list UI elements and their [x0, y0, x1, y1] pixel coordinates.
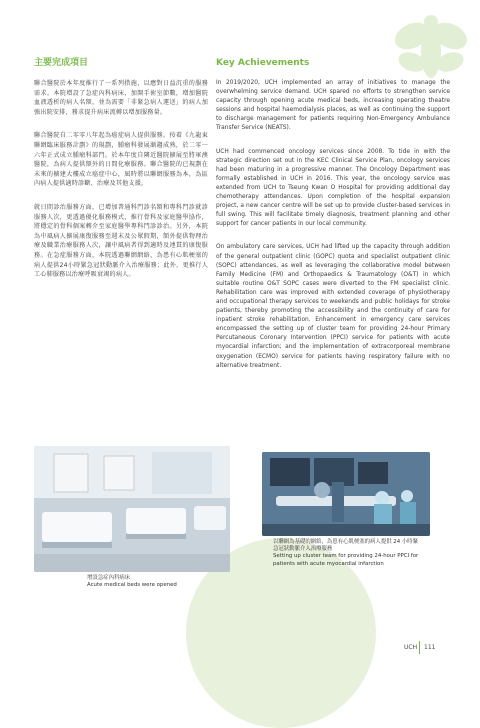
zh-section-heading: 主要完成項目: [34, 58, 89, 68]
ward-caption-en: Acute medical beds were opened: [87, 582, 177, 589]
ward-caption-zh: 增設急症內科病床: [87, 575, 131, 581]
cath-caption-zh: 以聯網為基礎的網絡，為患有心肌梗塞的病人提供 24 小時緊急冠狀動脈介入治療服務: [273, 539, 419, 553]
cath-caption-en: Setting up cluster team for providing 24-hour PPCI for patients with acute myocardial infarction: [273, 553, 419, 567]
zh-paragraph: 就日間診治服務方面，已增加普通科門診名額和專科門診就診服務人次，更透過優化服務模式，推行骨科及家庭醫學協作，將穩定的骨科個案轉介至家庭醫學專科門診診治。另外，本院為中風病人擴展康復服務至週末及公眾假期，額外提供物理治療及職業治療服務人次，讓中風病者得到適時及連貫的康復服務。在急症服務方面，本院透過聯網網絡，為患有心肌梗塞的病人提供24小時緊急冠狀動脈介入治療服務；此外，更推行人工心肺服務以治療呼吸衰竭的病人。: [34, 203, 208, 279]
cath-lab-photo: [262, 452, 430, 536]
zh-paragraph: 聯合醫院於本年度推行了一系列措施，以應對日益沉重的服務需求。本院增設了急症內科病床，加開手術室節數，增加醫院血液透析的病人名額，並為需要「非緊急病人運送」的病人加強出院安排，務求提升病床流轉以增加服務量。: [34, 80, 208, 116]
ward-photo-caption: [87, 575, 207, 589]
english-column: [216, 58, 450, 385]
ward-photo: [34, 446, 230, 572]
chinese-column: [34, 58, 208, 294]
en-section-heading: Key Achievements: [216, 58, 310, 68]
page-number: 111: [424, 644, 436, 651]
en-paragraph: UCH had commenced oncology services since 2008. To tide in with the strategic direction set out in the KEC Clinical Service Plan, oncology services had been maturing in a progressive manner. The Oncology Department was formally established in UCH in 2016. This year, the oncology service was extended from UCH to Tseung Kwan O Hospital for providing additional day chemotherapy attendances. Upon completion of the hospital expansion project, a new cancer centre will be set up to provide cluster-based services in full swing. This will facilitate timely diagnosis, treatment planning and other support for cancer patients in our local community.: [216, 148, 450, 228]
en-paragraph: On ambulatory care services, UCH had lifted up the capacity through addition of the general outpatient clinic (GOPC) quota and specialist outpatient clinic (SOPC) attendances, as well as leveraging the collaborative model between Family Medicine (FM) and Orthopaedics & Traumatology (O&T) in which suitable routine O&T SOPC cases were diverted to the FM specialist clinic. Rehabilitation care was improved with extended coverage of physiotherapy and occupational therapy services to weekends and public holidays for stroke patients, thereby promoting the accessibility and the continuity of care for inpatient stroke rehabilitation. Enhancement in emergency care services encompassed the setting up of cluster team for providing 24-hour Primary Percutaneous Coronary Intervention (PPCI) service for patients with acute myocardial infarction; and the implementation of extracorporeal membrane oxygenation (ECMO) service for patients having respiratory failure with no alternative treatment.: [216, 244, 450, 369]
footer-divider: [419, 641, 420, 654]
cath-photo-caption: [273, 539, 423, 568]
en-paragraph: In 2019/2020, UCH implemented an array of initiatives to manage the overwhelming service demand. UCH spared no efforts to strengthen service capacity through opening acute medical beds, increasing operating theatre sessions and hospital haemodialysis places, as well as continuing the support to discharge management for patients requiring Non-Emergency Ambulance Transfer Service (NEATS).: [216, 80, 450, 132]
footer-hospital-label: UCH: [404, 644, 418, 651]
zh-paragraph: 聯合醫院自二零零八年起為癌症病人提供服務。按着《九龍東聯網臨床服務計劃》的規劃，腫瘤科發展漸趨成熟，於二零一六年正式成立腫瘤科部門。於本年度自隣近醫院擴展至將軍澳醫院，為病人提供額外的日間化療服務。聯合醫院的已規劃在未來的擴建大樓成立癌症中心，屆時將以聯網服務為本，為區內病人提供適時診斷、治療及其他支援。: [34, 132, 208, 188]
